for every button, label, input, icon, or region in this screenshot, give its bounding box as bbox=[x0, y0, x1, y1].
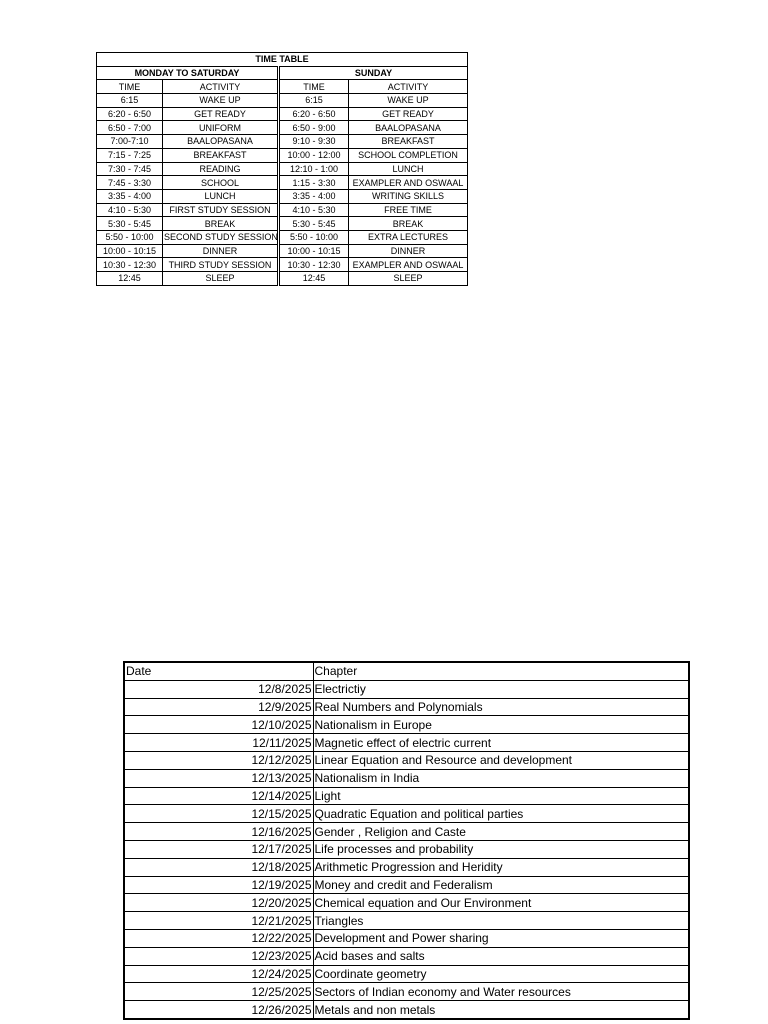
schedule-chapter-cell: Acid bases and salts bbox=[313, 947, 689, 965]
sunday-activity-cell: EXAMPLER AND OSWAAL bbox=[349, 176, 468, 190]
schedule-date-cell: 12/17/2025 bbox=[124, 840, 313, 858]
schedule-date-cell: 12/25/2025 bbox=[124, 983, 313, 1001]
weekday-time-cell: 10:30 - 12:30 bbox=[97, 258, 163, 272]
schedule-chapter-cell: Money and credit and Federalism bbox=[313, 876, 689, 894]
schedule-chapter-cell: Gender , Religion and Caste bbox=[313, 823, 689, 841]
sunday-time-cell: 6:15 bbox=[279, 94, 349, 108]
time-table-row bbox=[97, 135, 468, 149]
schedule-date-cell: 12/9/2025 bbox=[124, 698, 313, 716]
schedule-row bbox=[124, 858, 689, 876]
schedule-date-cell: 12/16/2025 bbox=[124, 823, 313, 841]
time-table-row bbox=[97, 189, 468, 203]
time-table-row bbox=[97, 230, 468, 244]
sunday-activity-cell: EXAMPLER AND OSWAAL bbox=[349, 258, 468, 272]
weekday-time-cell: 10:00 - 10:15 bbox=[97, 244, 163, 258]
weekday-time-cell: 6:15 bbox=[97, 94, 163, 108]
weekday-group-header: MONDAY TO SATURDAY bbox=[97, 66, 279, 80]
chapter-column-header: Chapter bbox=[313, 662, 689, 680]
sunday-activity-cell: EXTRA LECTURES bbox=[349, 230, 468, 244]
schedule-row bbox=[124, 769, 689, 787]
schedule-row bbox=[124, 947, 689, 965]
time-table-row bbox=[97, 148, 468, 162]
weekday-activity-cell: SECOND STUDY SESSION bbox=[164, 232, 278, 243]
schedule-row bbox=[124, 787, 689, 805]
schedule-date-cell: 12/10/2025 bbox=[124, 716, 313, 734]
sunday-activity-cell: DINNER bbox=[349, 244, 468, 258]
sunday-activity-cell: SCHOOL COMPLETION bbox=[349, 148, 468, 162]
time-table-row bbox=[97, 258, 468, 272]
schedule-chapter-cell: Chemical equation and Our Environment bbox=[313, 894, 689, 912]
schedule-row bbox=[124, 1001, 689, 1019]
schedule-chapter-cell: Life processes and probability bbox=[313, 840, 689, 858]
schedule-row bbox=[124, 840, 689, 858]
weekday-activity-cell: LUNCH bbox=[163, 189, 279, 203]
schedule-date-cell: 12/22/2025 bbox=[124, 929, 313, 947]
time-table-row bbox=[97, 244, 468, 258]
schedule-date-cell: 12/11/2025 bbox=[124, 734, 313, 752]
weekday-activity-cell: WAKE UP bbox=[163, 94, 279, 108]
time-table-row bbox=[97, 217, 468, 231]
schedule-chapter-cell: Metals and non metals bbox=[313, 1001, 689, 1019]
weekday-activity-header: ACTIVITY bbox=[163, 80, 279, 94]
weekday-activity-cell: SCHOOL bbox=[163, 176, 279, 190]
sunday-time-cell: 9:10 - 9:30 bbox=[279, 135, 349, 149]
time-table-column-row bbox=[97, 80, 468, 94]
schedule-chapter-cell: Nationalism in Europe bbox=[313, 716, 689, 734]
time-table-title-row bbox=[97, 53, 468, 67]
weekday-activity-cell: BAALOPASANA bbox=[163, 135, 279, 149]
sunday-activity-cell: BAALOPASANA bbox=[349, 121, 468, 135]
sunday-time-cell: 12:10 - 1:00 bbox=[279, 162, 349, 176]
sunday-time-cell: 10:30 - 12:30 bbox=[279, 258, 349, 272]
time-table-row bbox=[97, 272, 468, 286]
weekday-time-cell: 7:45 - 3:30 bbox=[97, 176, 163, 190]
schedule-row bbox=[124, 983, 689, 1001]
schedule-row bbox=[124, 965, 689, 983]
sunday-time-cell: 6:50 - 9:00 bbox=[279, 121, 349, 135]
schedule-row bbox=[124, 734, 689, 752]
sunday-time-cell: 10:00 - 12:00 bbox=[279, 148, 349, 162]
weekday-time-cell: 7:30 - 7:45 bbox=[97, 162, 163, 176]
sunday-time-cell: 4:10 - 5:30 bbox=[279, 203, 349, 217]
weekday-activity-cell: FIRST STUDY SESSION bbox=[163, 203, 279, 217]
schedule-date-cell: 12/13/2025 bbox=[124, 769, 313, 787]
schedule-chapter-cell: Electrictiy bbox=[313, 680, 689, 698]
schedule-chapter-cell: Nationalism in India bbox=[313, 769, 689, 787]
weekday-activity-cell: UNIFORM bbox=[163, 121, 279, 135]
weekday-activity-cell: DINNER bbox=[163, 244, 279, 258]
schedule-row bbox=[124, 929, 689, 947]
weekday-activity-cell: READING bbox=[163, 162, 279, 176]
time-table-row bbox=[97, 107, 468, 121]
schedule-date-cell: 12/24/2025 bbox=[124, 965, 313, 983]
weekday-time-cell: 7:00-7:10 bbox=[97, 135, 163, 149]
sunday-activity-cell: LUNCH bbox=[349, 162, 468, 176]
sunday-activity-cell: SLEEP bbox=[349, 272, 468, 286]
time-table bbox=[96, 52, 468, 286]
weekday-time-cell: 6:50 - 7:00 bbox=[97, 121, 163, 135]
sunday-time-cell: 6:20 - 6:50 bbox=[279, 107, 349, 121]
schedule-date-cell: 12/21/2025 bbox=[124, 912, 313, 930]
schedule-date-cell: 12/18/2025 bbox=[124, 858, 313, 876]
sunday-activity-cell: BREAKFAST bbox=[349, 135, 468, 149]
weekday-time-header: TIME bbox=[97, 80, 163, 94]
schedule-chapter-cell: Magnetic effect of electric current bbox=[313, 734, 689, 752]
schedule-row bbox=[124, 698, 689, 716]
schedule-chapter-cell: Real Numbers and Polynomials bbox=[313, 698, 689, 716]
schedule-chapter-cell: Linear Equation and Resource and development bbox=[313, 751, 689, 769]
schedule-date-cell: 12/14/2025 bbox=[124, 787, 313, 805]
schedule-row bbox=[124, 716, 689, 734]
schedule-row bbox=[124, 823, 689, 841]
schedule-row bbox=[124, 912, 689, 930]
sunday-activity-header: ACTIVITY bbox=[349, 80, 468, 94]
weekday-time-cell: 5:50 - 10:00 bbox=[97, 230, 163, 244]
sunday-time-cell: 1:15 - 3:30 bbox=[279, 176, 349, 190]
weekday-time-cell: 12:45 bbox=[97, 272, 163, 286]
schedule-chapter-cell: Sectors of Indian economy and Water resources bbox=[313, 983, 689, 1001]
schedule-header-row bbox=[124, 662, 689, 680]
schedule-row bbox=[124, 805, 689, 823]
schedule-date-cell: 12/23/2025 bbox=[124, 947, 313, 965]
chapter-schedule-table bbox=[123, 661, 690, 1020]
schedule-date-cell: 12/20/2025 bbox=[124, 894, 313, 912]
schedule-date-cell: 12/15/2025 bbox=[124, 805, 313, 823]
schedule-date-cell: 12/8/2025 bbox=[124, 680, 313, 698]
schedule-date-cell: 12/26/2025 bbox=[124, 1001, 313, 1019]
weekday-time-cell: 7:15 - 7:25 bbox=[97, 148, 163, 162]
sunday-activity-cell: WAKE UP bbox=[349, 94, 468, 108]
time-table-row bbox=[97, 162, 468, 176]
weekday-activity-cell: BREAK bbox=[163, 217, 279, 231]
weekday-time-cell: 5:30 - 5:45 bbox=[97, 217, 163, 231]
schedule-date-cell: 12/19/2025 bbox=[124, 876, 313, 894]
weekday-time-cell: 3:35 - 4:00 bbox=[97, 189, 163, 203]
weekday-time-cell: 6:20 - 6:50 bbox=[97, 107, 163, 121]
schedule-chapter-cell: Triangles bbox=[313, 912, 689, 930]
schedule-row bbox=[124, 894, 689, 912]
time-table-row bbox=[97, 121, 468, 135]
schedule-chapter-cell: Light bbox=[313, 787, 689, 805]
weekday-activity-cell: SLEEP bbox=[163, 272, 279, 286]
sunday-time-cell: 3:35 - 4:00 bbox=[279, 189, 349, 203]
sunday-time-cell: 10:00 - 10:15 bbox=[279, 244, 349, 258]
sunday-activity-cell: BREAK bbox=[349, 217, 468, 231]
time-table-row bbox=[97, 176, 468, 190]
schedule-chapter-cell: Development and Power sharing bbox=[313, 929, 689, 947]
schedule-row bbox=[124, 680, 689, 698]
schedule-chapter-cell: Quadratic Equation and political parties bbox=[313, 805, 689, 823]
time-table-title: TIME TABLE bbox=[97, 53, 468, 67]
schedule-date-cell: 12/12/2025 bbox=[124, 751, 313, 769]
weekday-activity-cell: BREAKFAST bbox=[163, 148, 279, 162]
sunday-time-cell: 5:50 - 10:00 bbox=[279, 230, 349, 244]
schedule-row bbox=[124, 876, 689, 894]
sunday-activity-cell: GET READY bbox=[349, 107, 468, 121]
sunday-group-header: SUNDAY bbox=[279, 66, 468, 80]
sunday-activity-cell: FREE TIME bbox=[349, 203, 468, 217]
sunday-time-cell: 5:30 - 5:45 bbox=[279, 217, 349, 231]
date-column-header: Date bbox=[124, 662, 313, 680]
sunday-time-cell: 12:45 bbox=[279, 272, 349, 286]
weekday-time-cell: 4:10 - 5:30 bbox=[97, 203, 163, 217]
schedule-chapter-cell: Arithmetic Progression and Heridity bbox=[313, 858, 689, 876]
time-table-row bbox=[97, 94, 468, 108]
sunday-time-header: TIME bbox=[279, 80, 349, 94]
sunday-activity-cell: WRITING SKILLS bbox=[349, 189, 468, 203]
schedule-row bbox=[124, 751, 689, 769]
weekday-activity-cell: THIRD STUDY SESSION bbox=[163, 258, 279, 272]
time-table-group-row bbox=[97, 66, 468, 80]
weekday-activity-cell: GET READY bbox=[163, 107, 279, 121]
time-table-row bbox=[97, 203, 468, 217]
schedule-chapter-cell: Coordinate geometry bbox=[313, 965, 689, 983]
